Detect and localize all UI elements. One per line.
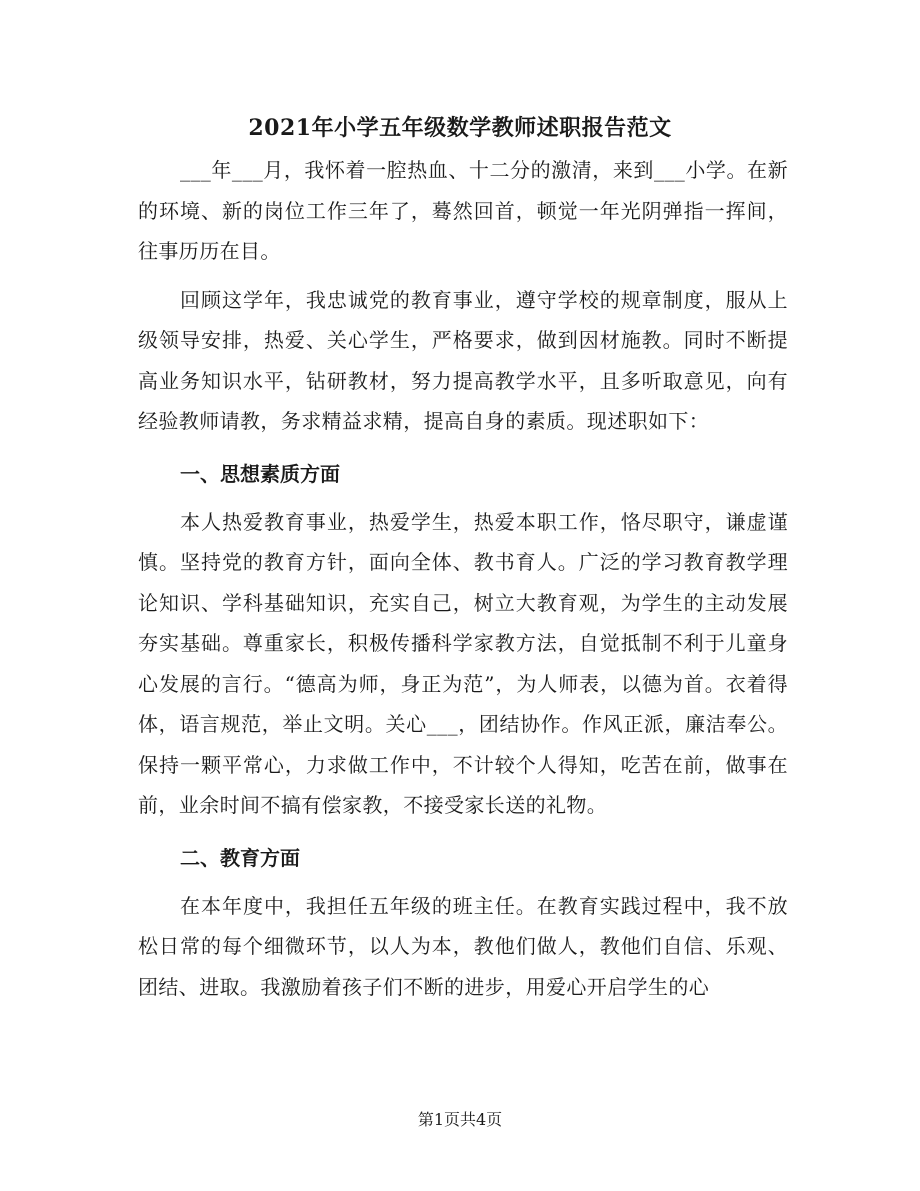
document-title: 2021年小学五年级数学教师述职报告范文 xyxy=(248,115,672,141)
intro-paragraph-1: ___年___月，我怀着一腔热血、十二分的激清，来到___小学。在新的环境、新的岗位工作三年了，蓦然回首，顿觉一年光阴弹指一挥间，往事历历在目。 xyxy=(138,158,788,263)
section-heading-education: 二、教育方面 xyxy=(180,845,300,870)
document-body xyxy=(138,150,788,1007)
section-paragraph-ideology: 本人热爱教育事业，热爱学生，热爱本职工作，恪尽职守，谦虚谨慎。坚持党的教育方针，面向全体、教书育人。广泛的学习教育教学理论知识、学科基础知识，充实自己，树立大教育观，为学生的主动发展夯实基础。尊重家长，积极传播科学家教方法，自觉抵制不利于儿童身心发展的言行。“德高为师，身正为范”，为人师表，以德为首。衣着得体，语言规范，举止文明。关心___，团结协作。作风正派，廉洁奉公。保持一颗平常心，力求做工作中，不计较个人得知，吃苦在前，做事在前，业余时间不搞有偿家教，不接受家长送的礼物。 xyxy=(138,509,788,817)
intro-paragraph-2: 回顾这学年，我忠诚党的教育事业，遵守学校的规章制度，服从上级领导安排，热爱、关心学生，严格要求，做到因材施教。同时不断提高业务知识水平，钻研教材，努力提高教学水平，且多听取意见，向有经验教师请教，务求精益求精，提高自身的素质。现述职如下： xyxy=(138,287,788,433)
page-number-footer: 第1页共4页 xyxy=(417,1110,503,1129)
section-heading-ideology: 一、思想素质方面 xyxy=(180,461,340,486)
section-paragraph-education: 在本年度中，我担任五年级的班主任。在教育实践过程中，我不放松日常的每个细微环节，以人为本，教他们做人，教他们自信、乐观、团结、进取。我激励着孩子们不断的进步，用爱心开启学生的心 xyxy=(138,893,788,999)
